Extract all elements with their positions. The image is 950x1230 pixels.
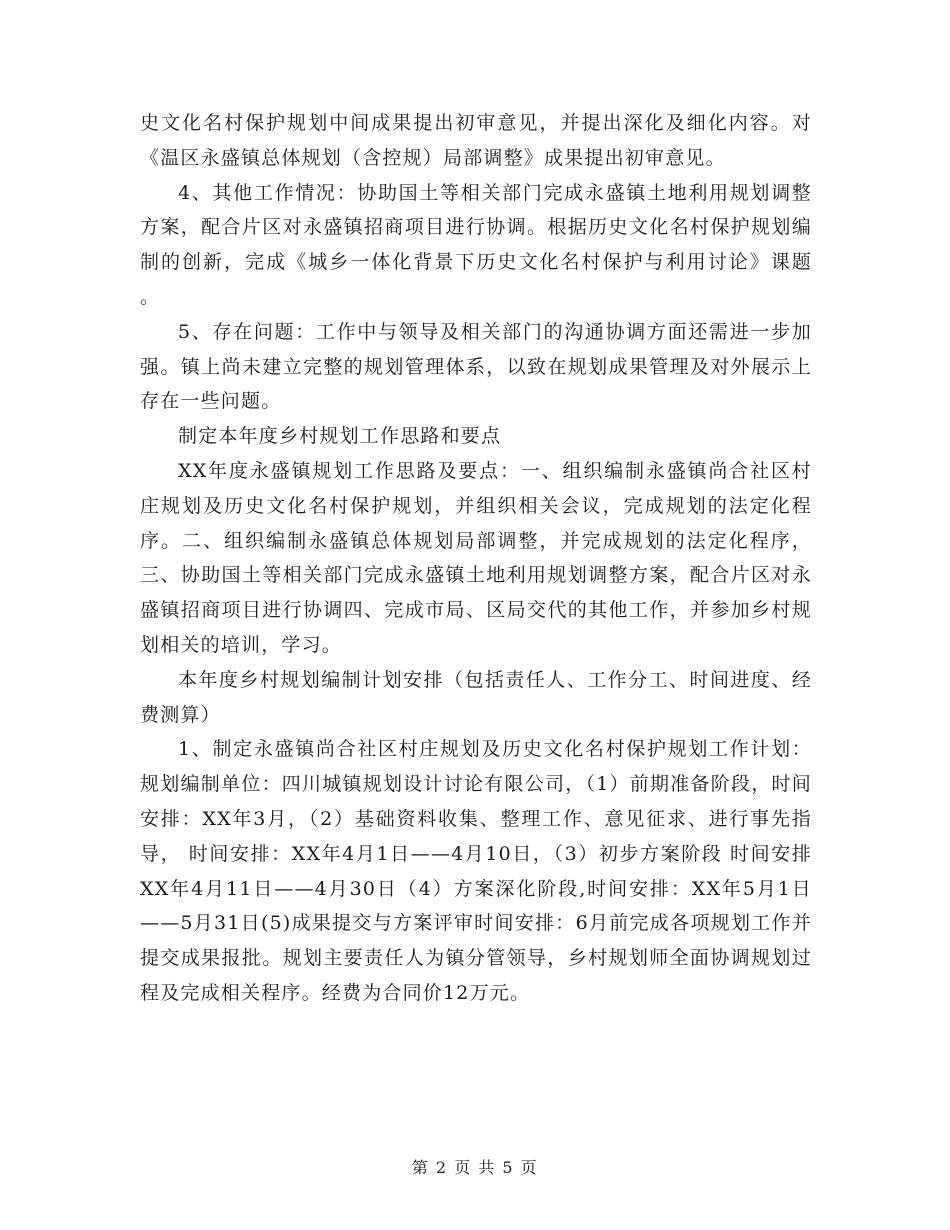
paragraph-3: 5、存在问题：工作中与领导及相关部门的沟通协调方面还需进一步加强。镇上尚未建立完整的规划管理体系，以致在规划成果管理及对外展示上存在一些问题。	[140, 320, 812, 413]
page-number-footer: 第 2 页 共 5 页	[411, 1158, 539, 1177]
paragraph-2: 4、其他工作情况：协助国土等相关部门完成永盛镇土地利用规划调整方案，配合片区对永盛镇招商项目进行协调。根据历史文化名村保护规划编制的创新，完成《城乡一体化背景下历史文化名村保护与利用讨论》课题 。	[140, 181, 812, 308]
paragraph-5: 1、制定永盛镇尚合社区村庄规划及历史文化名村保护规划工作计划：规划编制单位：四川城镇规划设计讨论有限公司，（1）前期准备阶段，时间安排：XX年3月，（2）基础资料收集、整理工作、意见征求、进行事先指导， 时间安排：XX年4月1日——4月10日，（3）初步方案阶段 时间安排XX年4月11日——4月30日（4）方案深化阶段,时间安排：XX年5月1日——5月31日(5)成果提交与方案评审时间安排：6月前完成各项规划工作并提交成果报批。规划主要责任人为镇分管领导，乡村规划师全面协调规划过程及完成相关程序。经费为合同价12万元。	[140, 738, 812, 1004]
document-body	[140, 106, 812, 1011]
paragraph-1: 史文化名村保护规划中间成果提出初审意见，并提出深化及细化内容。对《温区永盛镇总体规划（含控规）局部调整》成果提出初审意见。	[140, 112, 812, 169]
section-heading-plan-arrangement: 本年度乡村规划编制计划安排（包括责任人、工作分工、时间进度、经费测算）	[140, 668, 812, 726]
section-heading-work-ideas: 制定本年度乡村规划工作思路和要点	[178, 425, 502, 448]
paragraph-4: XX年度永盛镇规划工作思路及要点：一、组织编制永盛镇尚合社区村庄规划及历史文化名村保护规划，并组织相关会议，完成规划的法定化程序。二、组织编制永盛镇总体规划局部调整，并完成规划的法定化程序，三、协助国土等相关部门完成永盛镇土地利用规划调整方案，配合片区对永盛镇招商项目进行协调四、完成市局、区局交代的其他工作，并参加乡村规划相关的培训，学习。	[140, 459, 812, 656]
